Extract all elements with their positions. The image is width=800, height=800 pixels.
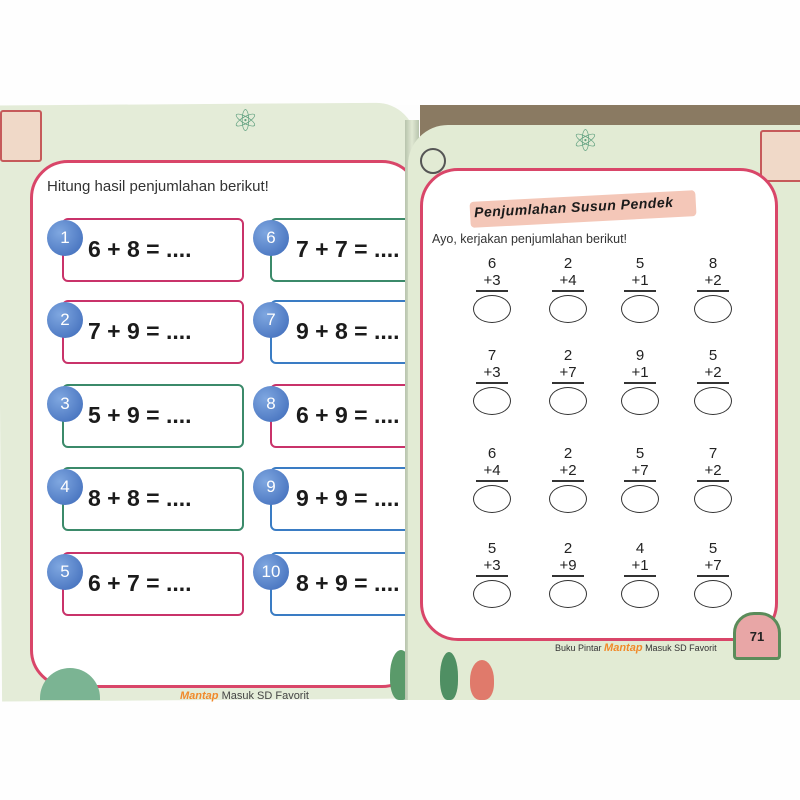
atom-icon: ⚛ — [232, 105, 259, 138]
left-footer-text: Masuk SD Favorit — [221, 690, 309, 702]
question-number-badge: 10 — [253, 554, 289, 590]
answer-oval[interactable] — [694, 387, 732, 415]
answer-oval[interactable] — [694, 295, 732, 323]
vertical-sum — [610, 540, 670, 608]
leaf-decoration — [440, 652, 458, 700]
sum-bottom-number: +3 — [483, 557, 501, 574]
vertical-sum — [538, 445, 598, 513]
right-page-title: Penjumlahan Susun Pendek — [473, 193, 674, 221]
vertical-sum — [538, 540, 598, 608]
question-number-badge: 8 — [253, 386, 289, 422]
question-number-badge: 2 — [47, 302, 83, 338]
sum-bottom-number: +9 — [559, 557, 577, 574]
sum-bottom-number: +2 — [704, 462, 722, 479]
sum-bottom-number: +1 — [631, 557, 649, 574]
sum-bottom-number: +1 — [631, 272, 649, 289]
sum-top-number: 9 — [635, 347, 645, 364]
vertical-sum — [683, 347, 743, 415]
sum-bottom-number: +4 — [483, 462, 501, 479]
sum-top-number: 8 — [708, 255, 718, 272]
vertical-sum — [610, 255, 670, 323]
sum-top-number: 6 — [487, 255, 497, 272]
answer-oval[interactable] — [473, 387, 511, 415]
sum-top-number: 2 — [563, 540, 573, 557]
sum-top-number: 4 — [635, 540, 645, 557]
answer-oval[interactable] — [473, 580, 511, 608]
question-number-badge: 7 — [253, 302, 289, 338]
sum-top-number: 6 — [487, 445, 497, 462]
question-number-badge: 1 — [47, 220, 83, 256]
sum-bottom-number: +1 — [631, 364, 649, 381]
vertical-sum — [462, 445, 522, 513]
answer-oval[interactable] — [621, 580, 659, 608]
sum-top-number: 2 — [563, 445, 573, 462]
sum-bottom-number: +7 — [631, 462, 649, 479]
question-text: 6 + 9 = .... — [296, 402, 400, 428]
sum-line — [697, 382, 729, 384]
answer-oval[interactable] — [694, 485, 732, 513]
background-top — [0, 0, 800, 105]
vertical-sum — [610, 347, 670, 415]
question-text: 6 + 8 = .... — [88, 236, 192, 262]
background-bottom — [0, 700, 800, 800]
sum-top-number: 5 — [487, 540, 497, 557]
sum-line — [552, 575, 584, 577]
sum-bottom-number: +3 — [483, 272, 501, 289]
sum-bottom-number: +7 — [704, 557, 722, 574]
question-number-badge: 6 — [253, 220, 289, 256]
question-text: 8 + 9 = .... — [296, 570, 400, 596]
sum-bottom-number: +2 — [559, 462, 577, 479]
book-icon — [0, 110, 42, 162]
question-text: 9 + 8 = .... — [296, 318, 400, 344]
sum-top-number: 5 — [635, 445, 645, 462]
sum-line — [476, 575, 508, 577]
sum-line — [697, 290, 729, 292]
sum-top-number: 2 — [563, 255, 573, 272]
leaf-decoration — [470, 660, 494, 700]
sum-top-number: 5 — [635, 255, 645, 272]
vertical-sum — [683, 255, 743, 323]
sum-line — [476, 480, 508, 482]
answer-oval[interactable] — [549, 580, 587, 608]
question-number-badge: 9 — [253, 469, 289, 505]
sum-top-number: 5 — [708, 347, 718, 364]
question-number-badge: 3 — [47, 386, 83, 422]
sum-line — [476, 290, 508, 292]
vertical-sum — [462, 347, 522, 415]
right-footer — [555, 642, 717, 654]
sum-line — [624, 480, 656, 482]
question-text: 8 + 8 = .... — [88, 485, 192, 511]
answer-oval[interactable] — [694, 580, 732, 608]
question-text: 7 + 9 = .... — [88, 318, 192, 344]
question-number-badge: 5 — [47, 554, 83, 590]
answer-oval[interactable] — [473, 485, 511, 513]
sum-bottom-number: +2 — [704, 364, 722, 381]
answer-oval[interactable] — [621, 387, 659, 415]
right-footer-brand: Mantap — [604, 642, 643, 654]
sum-line — [552, 382, 584, 384]
answer-oval[interactable] — [621, 295, 659, 323]
sum-bottom-number: +2 — [704, 272, 722, 289]
page-number-badge: 71 — [733, 612, 781, 660]
vertical-sum — [683, 445, 743, 513]
sum-line — [624, 575, 656, 577]
question-text: 9 + 9 = .... — [296, 485, 400, 511]
vertical-sum — [462, 255, 522, 323]
left-instruction: Hitung hasil penjumlahan berikut! — [47, 178, 269, 195]
sum-bottom-number: +4 — [559, 272, 577, 289]
answer-oval[interactable] — [549, 295, 587, 323]
right-footer-text: Masuk SD Favorit — [645, 643, 717, 653]
sum-top-number: 2 — [563, 347, 573, 364]
book-icon — [760, 130, 800, 182]
answer-oval[interactable] — [473, 295, 511, 323]
vertical-sum — [610, 445, 670, 513]
sum-top-number: 5 — [708, 540, 718, 557]
left-footer — [180, 690, 309, 702]
vertical-sum — [538, 255, 598, 323]
vertical-sum — [462, 540, 522, 608]
sum-line — [552, 290, 584, 292]
left-footer-brand: Mantap — [180, 690, 219, 702]
question-text: 6 + 7 = .... — [88, 570, 192, 596]
atom-icon: ⚛ — [572, 125, 599, 158]
sum-top-number: 7 — [487, 347, 497, 364]
right-instruction: Ayo, kerjakan penjumlahan berikut! — [432, 232, 628, 246]
sum-top-number: 7 — [708, 445, 718, 462]
sum-bottom-number: +3 — [483, 364, 501, 381]
sum-bottom-number: +7 — [559, 364, 577, 381]
sum-line — [697, 480, 729, 482]
answer-oval[interactable] — [621, 485, 659, 513]
question-text: 5 + 9 = .... — [88, 402, 192, 428]
sum-line — [697, 575, 729, 577]
answer-oval[interactable] — [549, 387, 587, 415]
right-footer-pre: Buku Pintar — [555, 643, 602, 653]
sum-line — [552, 480, 584, 482]
question-text: 7 + 7 = .... — [296, 236, 400, 262]
sum-line — [624, 382, 656, 384]
sum-line — [624, 290, 656, 292]
sum-line — [476, 382, 508, 384]
vertical-sum — [538, 347, 598, 415]
vertical-sum — [683, 540, 743, 608]
question-number-badge: 4 — [47, 469, 83, 505]
answer-oval[interactable] — [549, 485, 587, 513]
